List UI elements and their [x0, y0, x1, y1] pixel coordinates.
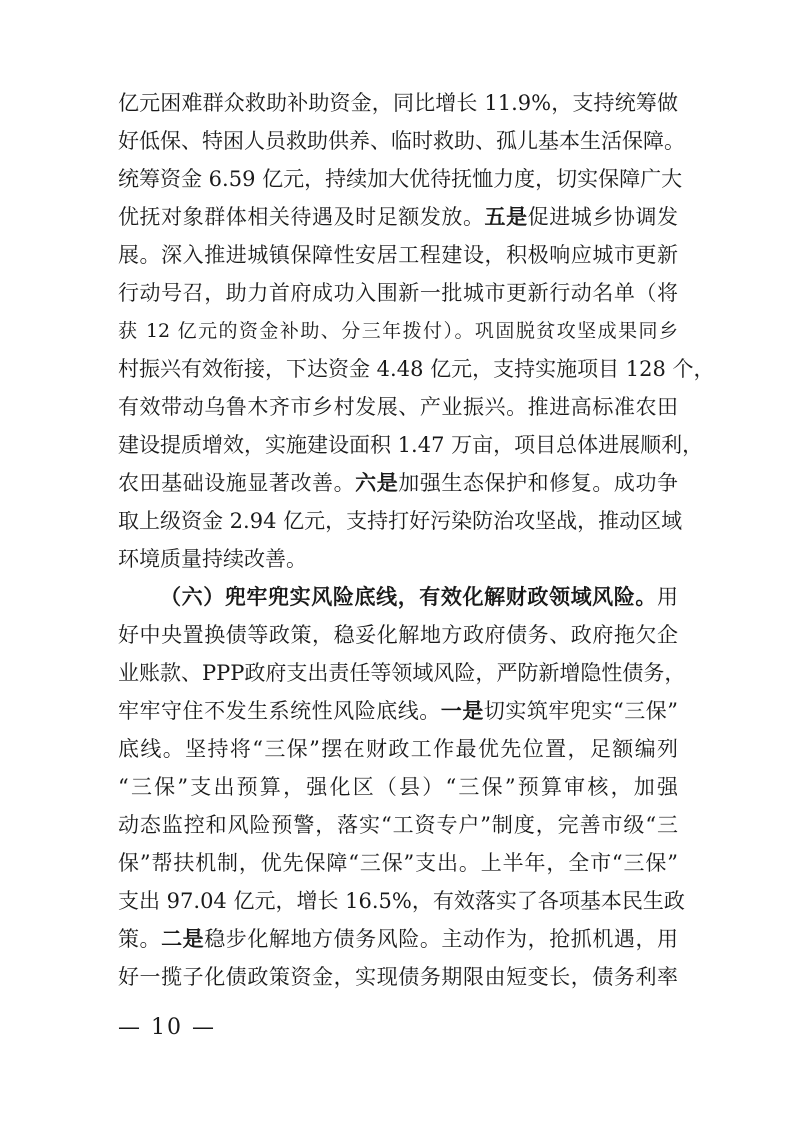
text-line: 好低保、特困人员救助供养、临时救助、孤儿基本生活保障。: [118, 129, 685, 153]
text-line: 底线。坚持将“三保”摆在财政工作最优先位置，足额编列: [118, 737, 678, 761]
text-line: 展。深入推进城镇保障性安居工程建设，积极响应城市更新: [118, 243, 678, 267]
text-line: 业账款、PPP政府支出责任等领域风险，严防新增隐性债务，: [118, 661, 686, 685]
text-line: 动态监控和风险预警，落实“工资专户”制度，完善市级“三: [118, 813, 678, 837]
text-line: 建设提质增效，实施建设面积 1.47 万亩，项目总体进展顺利，: [118, 433, 704, 457]
text-line: 环境质量持续改善。: [118, 547, 307, 571]
text-line: [118, 692, 678, 730]
bold-lead: 五是: [484, 204, 528, 229]
body-text: [118, 84, 715, 996]
text-line: 支出 97.04 亿元，增长 16.5%，有效落实了各项基本民生政: [118, 889, 685, 913]
text-line: 村振兴有效衔接，下达资金 4.48 亿元，支持实施项目 128 个，: [118, 357, 715, 381]
text-line: 统筹资金 6.59 亿元，持续加大优待抚恤力度，切实保障广大: [118, 167, 683, 191]
text-segment: 稳步化解地方债务风险。主动作为，抢抓机遇，用: [204, 927, 679, 951]
bold-lead: 六是: [355, 470, 399, 495]
text-segment: 牢牢守住不发生系统性风险底线。: [118, 699, 441, 723]
text-line: “三保”支出预算，强化区（县）“三保”预算审核，加强: [118, 775, 678, 799]
page-number: — 10 —: [118, 1015, 216, 1040]
text-segment: 优抚对象群体相关待遇及时足额发放。: [118, 205, 485, 229]
text-line: 行动号召，助力首府成功入围新一批城市更新行动名单（将: [118, 281, 678, 305]
text-line: 好一揽子化债政策资金，实现债务期限由短变长，债务利率: [118, 965, 678, 989]
text-segment: 农田基础设施显著改善。: [118, 471, 356, 495]
text-segment: 切实筑牢兜实“三保”: [483, 699, 678, 723]
text-segment: 用: [657, 585, 678, 609]
bold-lead: 一是: [440, 698, 484, 723]
text-segment: 促进城乡协调发: [527, 205, 679, 229]
text-segment: 策。: [118, 927, 162, 951]
text-line: [118, 578, 678, 616]
text-line: [118, 464, 678, 502]
text-line: [118, 198, 678, 236]
text-line: 保”帮扶机制，优先保障“三保”支出。上半年，全市“三保”: [118, 851, 678, 875]
text-segment: 加强生态保护和修复。成功争: [398, 471, 679, 495]
text-line: 有效带动乌鲁木齐市乡村发展、产业振兴。推进高标准农田: [118, 395, 678, 419]
text-line: 取上级资金 2.94 亿元，支持打好污染防治攻坚战，推动区域: [118, 509, 683, 533]
text-line: 好中央置换债等政策，稳妥化解地方政府债务、政府拖欠企: [118, 623, 678, 647]
text-line: 获 12 亿元的资金补助、分三年拨付）。巩固脱贫攻坚成果同乡: [118, 320, 678, 342]
bold-lead: 二是: [161, 926, 205, 951]
section-heading: （六）兜牢兜实风险底线，有效化解财政领域风险。: [160, 584, 657, 609]
text-line: 亿元困难群众救助补助资金，同比增长 11.9%，支持统筹做: [118, 91, 678, 115]
text-line: [118, 920, 678, 958]
